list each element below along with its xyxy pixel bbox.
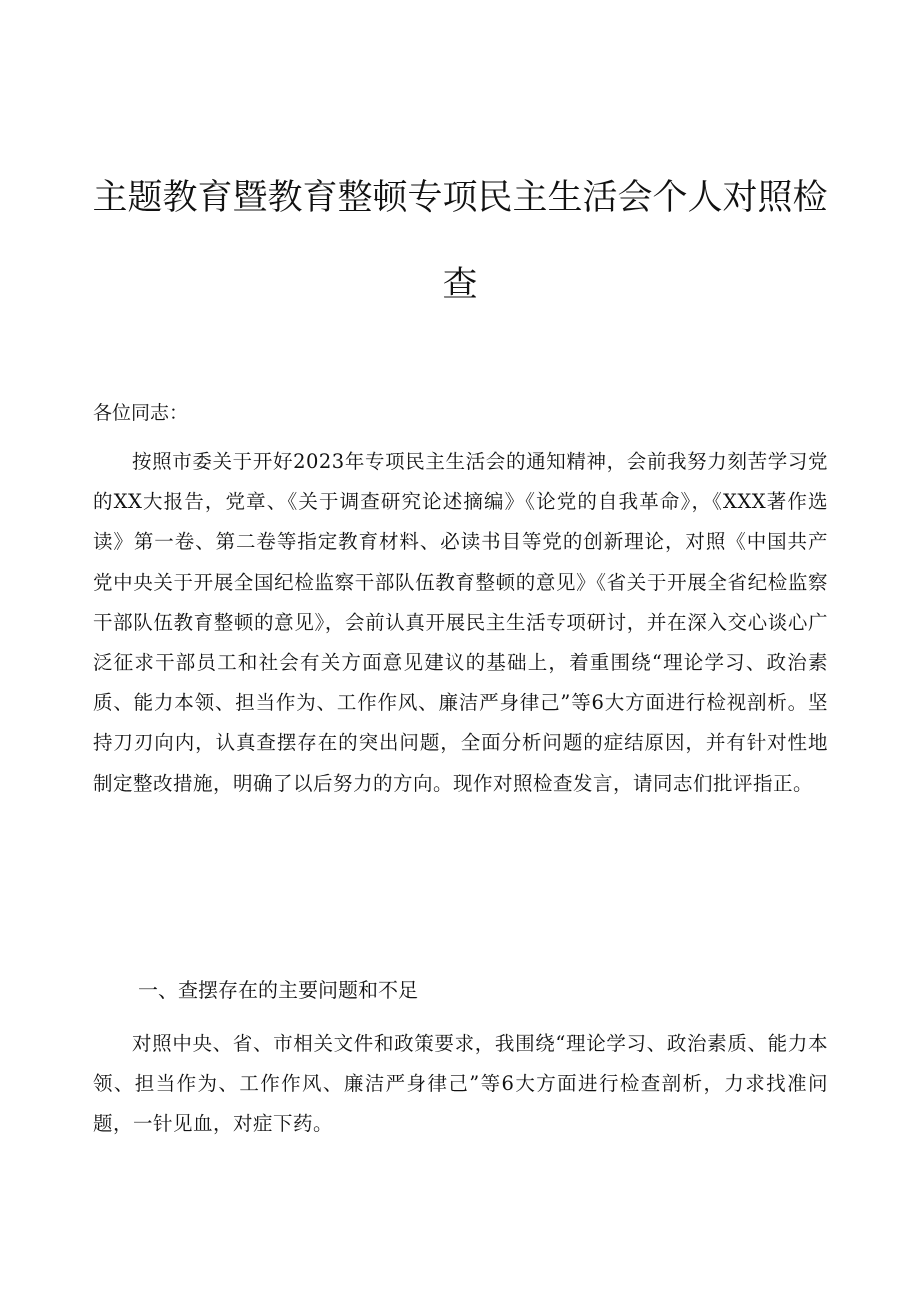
salutation: 各位同志： [93, 402, 189, 424]
document-title-line1: 主题教育暨教育整顿专项民主生活会个人对照检 [92, 178, 828, 218]
section-heading-1: 一、查摆存在的主要问题和不足 [138, 978, 418, 1002]
section-1-paragraph: 对照中央、省、市相关文件和政策要求，我围绕“理论学习、政治素质、能力本领、担当作为、工作作风、廉洁严身律己”等6大方面进行检查剖析，力求找准问题，一针见血，对症下药。 [93, 1032, 828, 1136]
intro-paragraph: 按照市委关于开好2023年专项民主生活会的通知精神，会前我努力刻苦学习党的XX大报告，党章、《关于调查研究论述摘编》《论党的自我革命》，《XXX著作选读》第一卷、第二卷等指定教育材料、必读书目等党的创新理论，对照《中国共产党中央关于开展全国纪检监察干部队伍教育整顿的意见》《省关于开展全省纪检监察干部队伍教育整顿的意见》，会前认真开展民主生活专项研讨，并在深入交心谈心广泛征求干部员工和社会有关方面意见建议的基础上，着重围绕“理论学习、政治素质、能力本领、担当作为、工作作风、廉洁严身律己”等6大方面进行检视剖析。坚持刀刃向内，认真查摆存在的突出问题，全面分析问题的症结原因，并有针对性地制定整改措施，明确了以后努力的方向。现作对照检查发言，请同志们批评指正。 [93, 450, 828, 795]
document-title-line2: 查 [442, 265, 478, 305]
